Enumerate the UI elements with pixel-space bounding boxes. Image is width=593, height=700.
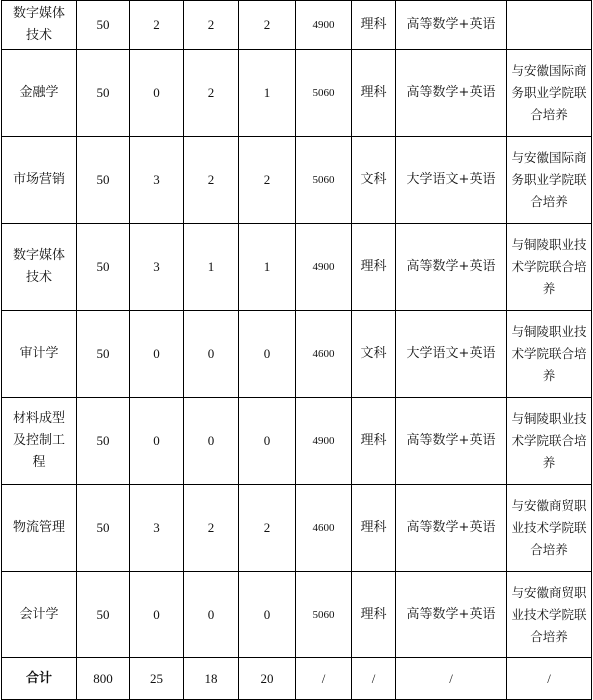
count-cell-3: 0	[239, 311, 296, 398]
plan-count-cell: 50	[77, 50, 130, 137]
table-row	[2, 224, 592, 311]
plan-count-cell: 50	[77, 137, 130, 224]
category-cell: 理科	[352, 398, 396, 485]
note-cell: 与安徽国际商务职业学院联合培养	[507, 50, 592, 137]
fee-cell: 4600	[296, 311, 352, 398]
category-cell: 文科	[352, 311, 396, 398]
major-cell: 市场营销	[2, 137, 77, 224]
total-count-cell-2: 18	[184, 658, 239, 700]
major-cell: 审计学	[2, 311, 77, 398]
category-cell: 理科	[352, 572, 396, 658]
total-subjects-cell: /	[396, 658, 507, 700]
note-cell: 与铜陵职业技术学院联合培养	[507, 311, 592, 398]
table-row	[2, 398, 592, 485]
exam-subjects-cell: 高等数学+英语	[396, 485, 507, 572]
total-category-cell: /	[352, 658, 396, 700]
count-cell-2: 1	[184, 224, 239, 311]
major-cell: 材料成型及控制工程	[2, 398, 77, 485]
plan-count-cell: 50	[77, 1, 130, 50]
plan-count-cell: 50	[77, 224, 130, 311]
fee-cell: 5060	[296, 50, 352, 137]
table-row	[2, 137, 592, 224]
fee-cell: 4900	[296, 224, 352, 311]
count-cell-3: 2	[239, 137, 296, 224]
major-cell: 会计学	[2, 572, 77, 658]
count-cell-2: 2	[184, 137, 239, 224]
total-count-cell-1: 25	[130, 658, 184, 700]
note-cell: 与铜陵职业技术学院联合培养	[507, 398, 592, 485]
count-cell-1: 3	[130, 137, 184, 224]
total-count-cell-3: 20	[239, 658, 296, 700]
count-cell-1: 0	[130, 572, 184, 658]
major-cell: 数字媒体技术	[2, 1, 77, 50]
fee-cell: 4900	[296, 398, 352, 485]
fee-cell: 5060	[296, 137, 352, 224]
note-cell: 与安徽商贸职业技术学院联合培养	[507, 485, 592, 572]
category-cell: 理科	[352, 1, 396, 50]
note-cell	[507, 1, 592, 50]
category-cell: 文科	[352, 137, 396, 224]
note-cell: 与安徽商贸职业技术学院联合培养	[507, 572, 592, 658]
category-cell: 理科	[352, 485, 396, 572]
count-cell-2: 0	[184, 311, 239, 398]
table-row	[2, 1, 592, 50]
count-cell-3: 2	[239, 485, 296, 572]
count-cell-2: 0	[184, 398, 239, 485]
table-row	[2, 50, 592, 137]
table-row	[2, 311, 592, 398]
count-cell-3: 2	[239, 1, 296, 50]
count-cell-1: 0	[130, 311, 184, 398]
fee-cell: 5060	[296, 572, 352, 658]
category-cell: 理科	[352, 50, 396, 137]
total-note-cell: /	[507, 658, 592, 700]
major-cell: 数字媒体技术	[2, 224, 77, 311]
count-cell-2: 0	[184, 572, 239, 658]
count-cell-1: 2	[130, 1, 184, 50]
major-cell: 金融学	[2, 50, 77, 137]
count-cell-3: 0	[239, 572, 296, 658]
count-cell-1: 3	[130, 224, 184, 311]
count-cell-3: 1	[239, 50, 296, 137]
total-plan-cell: 800	[77, 658, 130, 700]
plan-count-cell: 50	[77, 572, 130, 658]
total-row	[2, 658, 592, 700]
exam-subjects-cell: 大学语文+英语	[396, 137, 507, 224]
table-row	[2, 572, 592, 658]
note-cell: 与铜陵职业技术学院联合培养	[507, 224, 592, 311]
count-cell-1: 3	[130, 485, 184, 572]
category-cell: 理科	[352, 224, 396, 311]
total-fee-cell: /	[296, 658, 352, 700]
count-cell-3: 0	[239, 398, 296, 485]
table-row	[2, 485, 592, 572]
total-label-cell: 合计	[2, 658, 77, 700]
note-cell: 与安徽国际商务职业学院联合培养	[507, 137, 592, 224]
exam-subjects-cell: 高等数学+英语	[396, 224, 507, 311]
major-cell: 物流管理	[2, 485, 77, 572]
plan-count-cell: 50	[77, 485, 130, 572]
plan-count-cell: 50	[77, 311, 130, 398]
count-cell-2: 2	[184, 50, 239, 137]
exam-subjects-cell: 高等数学+英语	[396, 1, 507, 50]
count-cell-2: 2	[184, 1, 239, 50]
count-cell-2: 2	[184, 485, 239, 572]
plan-count-cell: 50	[77, 398, 130, 485]
fee-cell: 4900	[296, 1, 352, 50]
exam-subjects-cell: 高等数学+英语	[396, 398, 507, 485]
count-cell-1: 0	[130, 50, 184, 137]
count-cell-1: 0	[130, 398, 184, 485]
fee-cell: 4600	[296, 485, 352, 572]
enrollment-plan-table	[1, 0, 592, 700]
count-cell-3: 1	[239, 224, 296, 311]
exam-subjects-cell: 高等数学+英语	[396, 50, 507, 137]
exam-subjects-cell: 大学语文+英语	[396, 311, 507, 398]
exam-subjects-cell: 高等数学+英语	[396, 572, 507, 658]
